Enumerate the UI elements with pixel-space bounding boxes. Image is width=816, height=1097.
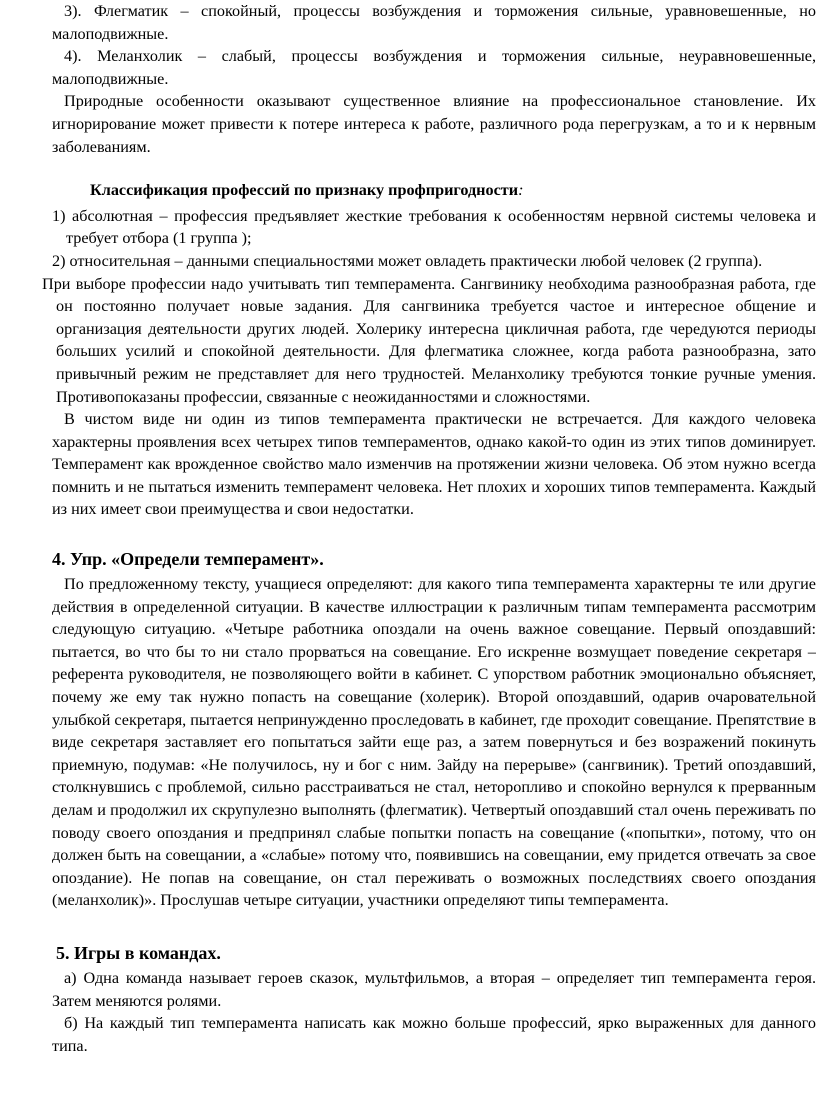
classification-item-1: 1) абсолютная – профессия предъявляет жесткие требования к особенностям нервной системы человека и требует отбора (1 группа );	[52, 206, 816, 248]
classification-title-suffix: :	[518, 181, 524, 200]
temperament-conclusion-paragraph: В чистом виде ни один из типов темперамента практически не встречается. Для каждого человека характерны проявления всех четырех типов темпераментов, однако какой-то один из этих типов доминирует. Темперамент как врожденное свойство мало изменчив на протяжении жизни человека. Об этом нужно всегда помнить и не пытаться изменить темперамент человека. Нет плохих и хороших типов темперамента. Каждый из них имеет свои преимущества и свои недостатки.	[52, 410, 816, 519]
games-item-b: б) На каждый тип темперамента написать как можно больше профессий, ярко выраженных для данного типа.	[52, 1014, 816, 1055]
exercise-4-title: 4. Упр. «Определи темперамент».	[52, 549, 324, 570]
influence-paragraph: Природные особенности оказывают существенное влияние на профессиональное становление. Их игнорирование может привести к потере интереса к работе, различного рода перегрузкам, а то и к нервным заболеваниям.	[52, 92, 816, 156]
phlegmatic-paragraph: 3). Флегматик – спокойный, процессы возбуждения и торможения сильные, уравновешенные, но малоподвижные.	[52, 2, 816, 43]
document-page	[42, 0, 816, 1057]
exercise-4-text: По предложенному тексту, учащиеся определяют: для какого типа темперамента характерны те или другие действия в определенной ситуации. В качестве иллюстрации к различным типам темперамента рассмотрим следующую ситуацию. «Четыре работника опоздали на очень важное совещание. Первый опоздавший: пытается, во что бы то ни стало прорваться на совещание. Его искренне возмущает поведение секретаря – референта руководителя, не позволяющего войти в кабинет. С упорством работник эмоционально объясняет, почему же ему так нужно попасть на совещание (холерик). Второй опоздавший, одарив очаровательной улыбкой секретаря, пытается непринужденно проследовать в кабинет, где проходит совещание. Препятствие в виде секретаря заставляет его попытаться зайти еще раз, а затем повернуться и без возражений покинуть приемную, подумав: «Не получилось, ну и бог с ним. Зайду на перерыве» (сангвиник). Третий опоздавший, столкнувшись с проблемой, сильно расстраиваться не стал, неторопливо и спокойно вернулся к прерванным делам и продолжил их скрупулезно выполнять (флегматик). Четвертый опоздавший стал очень переживать по поводу своего опоздания и предпринял слабые попытки попасть на совещание («попытки», потому, что он должен быть на совещании, а «слабые» потому что, появившись на совещании, ему придется отвечать за свое опоздание). Не попав на совещание, он стал переживать о возможных последствиях своего опоздания (меланхолик)». Прослушав четыре ситуации, участники определяют типы темперамента.	[52, 575, 816, 910]
profession-advice-paragraph: При выборе профессии надо учитывать тип темперамента. Сангвинику необходима разнообразная работа, где он постоянно получает новые задания. Для сангвиника требуется частое и интересное общение и организация деятельности других людей. Холерику интересна цикличная работа, где чередуются периоды больших усилий и спокойной деятельности. Для флегматика сложнее, когда работа разнообразна, зато привычный режим не представляет для него трудностей. Меланхолику требуются тонкие ручные умения. Противопоказаны профессии, связанные с неожиданностями и сложностями.	[42, 274, 816, 406]
melancholic-paragraph: 4). Меланхолик – слабый, процессы возбуждения и торможения сильные, неуравновешенные, малоподвижные.	[52, 47, 816, 88]
classification-heading	[52, 179, 816, 202]
classification-title: Классификация профессий по признаку профпригодности	[90, 181, 519, 200]
classification-item-2: 2) относительная – данными специальностями может овладеть практически любой человек (2 группа).	[52, 251, 763, 270]
games-item-a: а) Одна команда называет героев сказок, мультфильмов, а вторая – определяет тип темперамента героя. Затем меняются ролями.	[52, 968, 816, 1010]
games-5-title: 5. Игры в командах.	[56, 942, 221, 963]
